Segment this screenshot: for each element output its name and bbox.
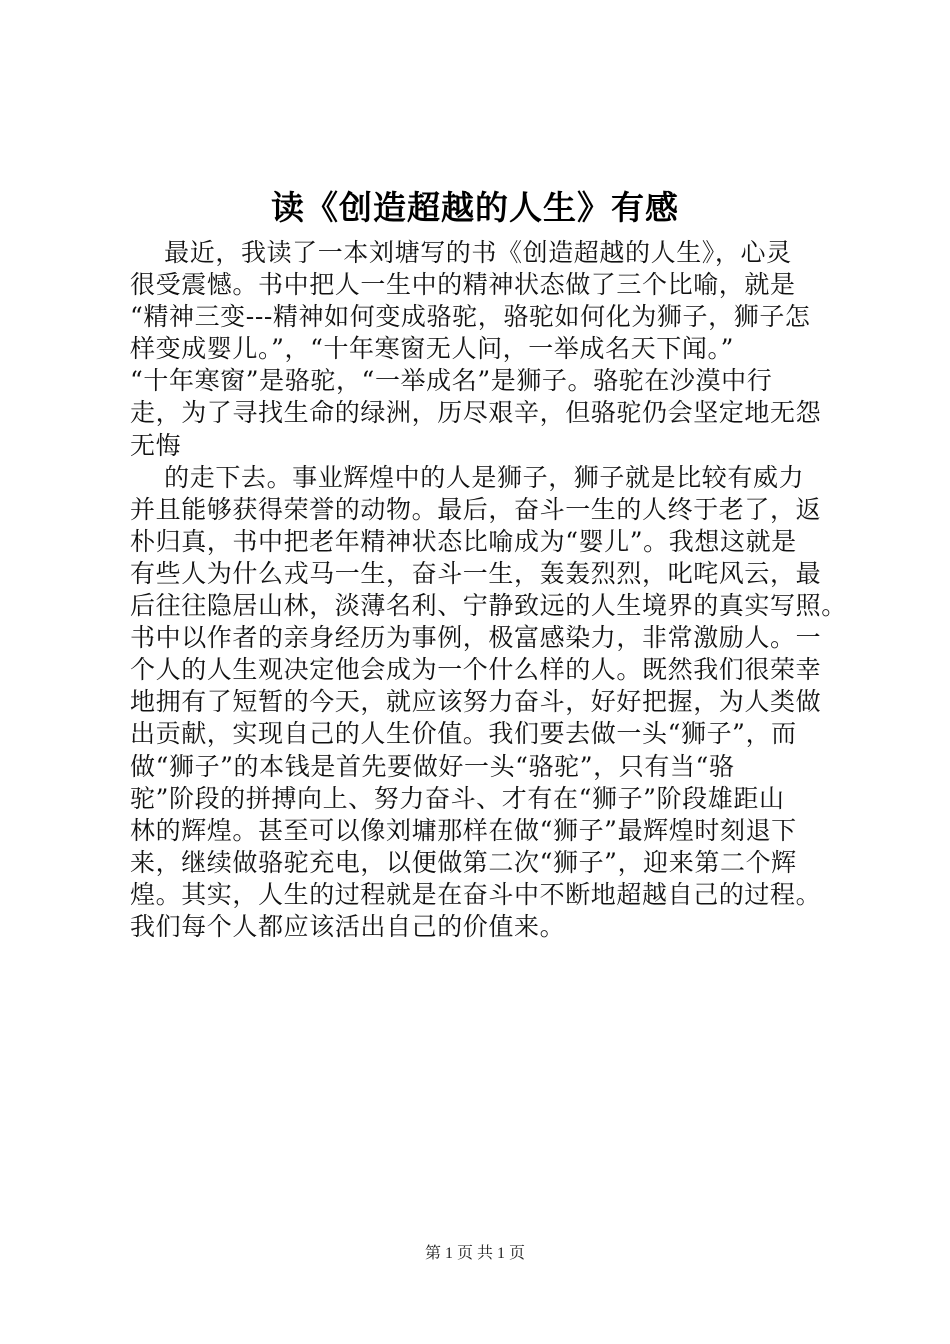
body-line: 走，为了寻找生命的绿洲，历尽艰辛，但骆驼仍会坚定地无怨 <box>130 398 822 428</box>
body-line: 我们每个人都应该活出自己的价值来。 <box>130 911 566 941</box>
body-line: 个人的人生观决定他会成为一个什么样的人。既然我们很荣幸 <box>130 655 822 685</box>
body-line: 并且能够获得荣誉的动物。最后，奋斗一生的人终于老了，返 <box>130 494 822 524</box>
body-line: 无悔 <box>130 430 182 460</box>
body-line: 朴归真，书中把老年精神状态比喻成为“婴儿”。我想这就是 <box>130 526 797 556</box>
document-body <box>130 237 850 943</box>
body-line: 来，继续做骆驼充电，以便做第二次“狮子”，迎来第二个辉 <box>130 847 797 877</box>
body-line: 林的辉煌。甚至可以像刘墉那样在做“狮子”最辉煌时刻退下 <box>130 815 797 845</box>
body-line: “精神三变---精神如何变成骆驼，骆驼如何化为狮子，狮子怎 <box>130 302 811 332</box>
body-line: 有些人为什么戎马一生，奋斗一生，轰轰烈烈，叱咤风云，最 <box>130 558 822 588</box>
body-line: 地拥有了短暂的今天，就应该努力奋斗，好好把握，为人类做 <box>130 687 822 717</box>
body-line: 很受震憾。书中把人一生中的精神状态做了三个比喻，就是 <box>130 270 796 300</box>
body-line: 的走下去。事业辉煌中的人是狮子，狮子就是比较有威力 <box>130 462 805 492</box>
page-footer: 第 1 页 共 1 页 <box>424 1245 525 1262</box>
document-title: 读《创造超越的人生》有感 <box>271 188 679 227</box>
body-line: 煌。其实，人生的过程就是在奋斗中不断地超越自己的过程。 <box>130 879 822 909</box>
body-line: 后往往隐居山林，淡薄名利、宁静致远的人生境界的真实写照。 <box>130 591 847 621</box>
body-line: 出贡献，实现自己的人生价值。我们要去做一头“狮子”，而 <box>130 719 797 749</box>
body-line: 书中以作者的亲身经历为事例，极富感染力，非常激励人。一 <box>130 623 822 653</box>
body-line: 样变成婴儿。”，“十年寒窗无人问，一举成名天下闻。” <box>130 334 734 364</box>
body-line: 驼”阶段的拼搏向上、努力奋斗、才有在“狮子”阶段雄距山 <box>130 783 785 813</box>
body-line: “十年寒窗”是骆驼，“一举成名”是狮子。骆驼在沙漠中行 <box>130 366 773 396</box>
body-line: 做“狮子”的本钱是首先要做好一头“骆驼”，只有当“骆 <box>130 751 735 781</box>
body-line: 最近，我读了一本刘塘写的书《创造超越的人生》，心灵 <box>130 238 792 267</box>
